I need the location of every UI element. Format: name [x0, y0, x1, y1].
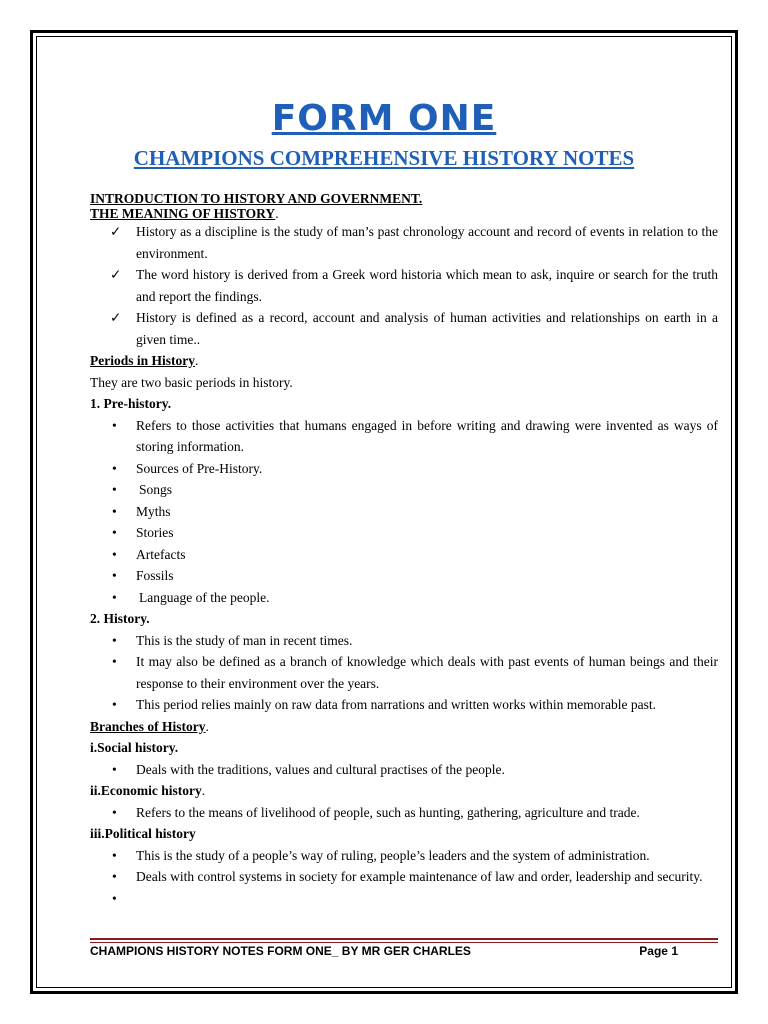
economic-list: [90, 802, 718, 824]
bullet-icon: •: [112, 804, 117, 820]
list-item: ✓ The word history is derived from a Greek word historia which mean to ask, inquire or search for the truth and report the findings.: [90, 264, 718, 307]
list-item: • Language of the people.: [90, 587, 718, 609]
bullet-icon: •: [112, 525, 117, 540]
prehistory-list: [90, 415, 718, 609]
economic-heading: ii.Economic history.: [90, 783, 206, 798]
list-item: • Myths: [90, 501, 718, 523]
list-item: • This period relies mainly on raw data from narrations and written works within memorable past.: [90, 694, 718, 716]
list-item: • Deals with control systems in society for example maintenance of law and order, leadership and security.: [90, 866, 718, 888]
list-item: • Refers to those activities that humans engaged in before writing and drawing were invented as ways of storing information.: [90, 415, 718, 458]
bullet-icon: •: [112, 568, 117, 583]
check-icon: ✓: [110, 267, 122, 282]
bullet-icon: •: [112, 890, 117, 906]
list-item: • Stories: [90, 522, 718, 544]
list-item: ✓ History as a discipline is the study of man’s past chronology account and record of events in relation to the environment.: [90, 221, 718, 264]
bullet-icon: •: [112, 697, 117, 712]
bullet-icon: •: [112, 869, 117, 884]
list-item: • Artefacts: [90, 544, 718, 566]
prehistory-heading: 1. Pre-history.: [90, 396, 172, 411]
social-heading: i.Social history.: [90, 740, 179, 755]
history-heading: 2. History.: [90, 611, 150, 626]
social-list: [90, 759, 718, 781]
page-number: Page 1: [639, 944, 678, 958]
meaning-heading: THE MEANING OF HISTORY.: [90, 206, 279, 221]
periods-intro: They are two basic periods in history.: [90, 374, 293, 390]
list-item: • Deals with the traditions, values and cultural practises of the people.: [90, 759, 718, 781]
footer-title: CHAMPIONS HISTORY NOTES FORM ONE_ BY MR GER CHARLES: [90, 944, 471, 958]
document-body: [90, 191, 718, 909]
page-title: FORM ONE: [271, 98, 497, 139]
footer-rule-thin: [90, 942, 718, 943]
bullet-icon: •: [112, 632, 117, 648]
list-item: • This is the study of a people’s way of ruling, people’s leaders and the system of administration.: [90, 845, 718, 867]
list-item: • Fossils: [90, 565, 718, 587]
page-subtitle: CHAMPIONS COMPREHENSIVE HISTORY NOTES: [133, 146, 635, 170]
bullet-icon: •: [112, 761, 117, 777]
bullet-icon: •: [112, 847, 117, 863]
list-item: ✓ History is defined as a record, account and analysis of human activities and relationships on earth in a given time..: [90, 307, 718, 350]
list-item: • This is the study of man in recent times.: [90, 630, 718, 652]
check-icon: ✓: [110, 310, 122, 325]
bullet-icon: •: [112, 482, 117, 497]
bullet-icon: •: [112, 460, 117, 476]
meaning-list: [90, 221, 718, 350]
bullet-icon: •: [112, 589, 117, 605]
intro-heading: INTRODUCTION TO HISTORY AND GOVERNMENT.: [90, 191, 423, 206]
political-list: [90, 845, 718, 910]
bullet-icon: •: [112, 417, 117, 433]
bullet-icon: •: [112, 654, 117, 669]
bullet-icon: •: [112, 503, 117, 519]
list-item: • Songs: [90, 479, 718, 501]
footer-rule: [90, 938, 718, 940]
periods-heading: Periods in History.: [90, 353, 199, 368]
list-item: [90, 888, 718, 910]
list-item: • Sources of Pre-History.: [90, 458, 718, 480]
bullet-icon: •: [112, 546, 117, 562]
branches-heading: Branches of History.: [90, 718, 209, 734]
history-list: [90, 630, 718, 716]
list-item: • It may also be defined as a branch of knowledge which deals with past events of human beings and their response to their environment over the years.: [90, 651, 718, 694]
list-item: • Refers to the means of livelihood of people, such as hunting, gathering, agriculture and trade.: [90, 802, 718, 824]
political-heading: iii.Political history: [90, 826, 196, 841]
check-icon: ✓: [110, 224, 122, 239]
